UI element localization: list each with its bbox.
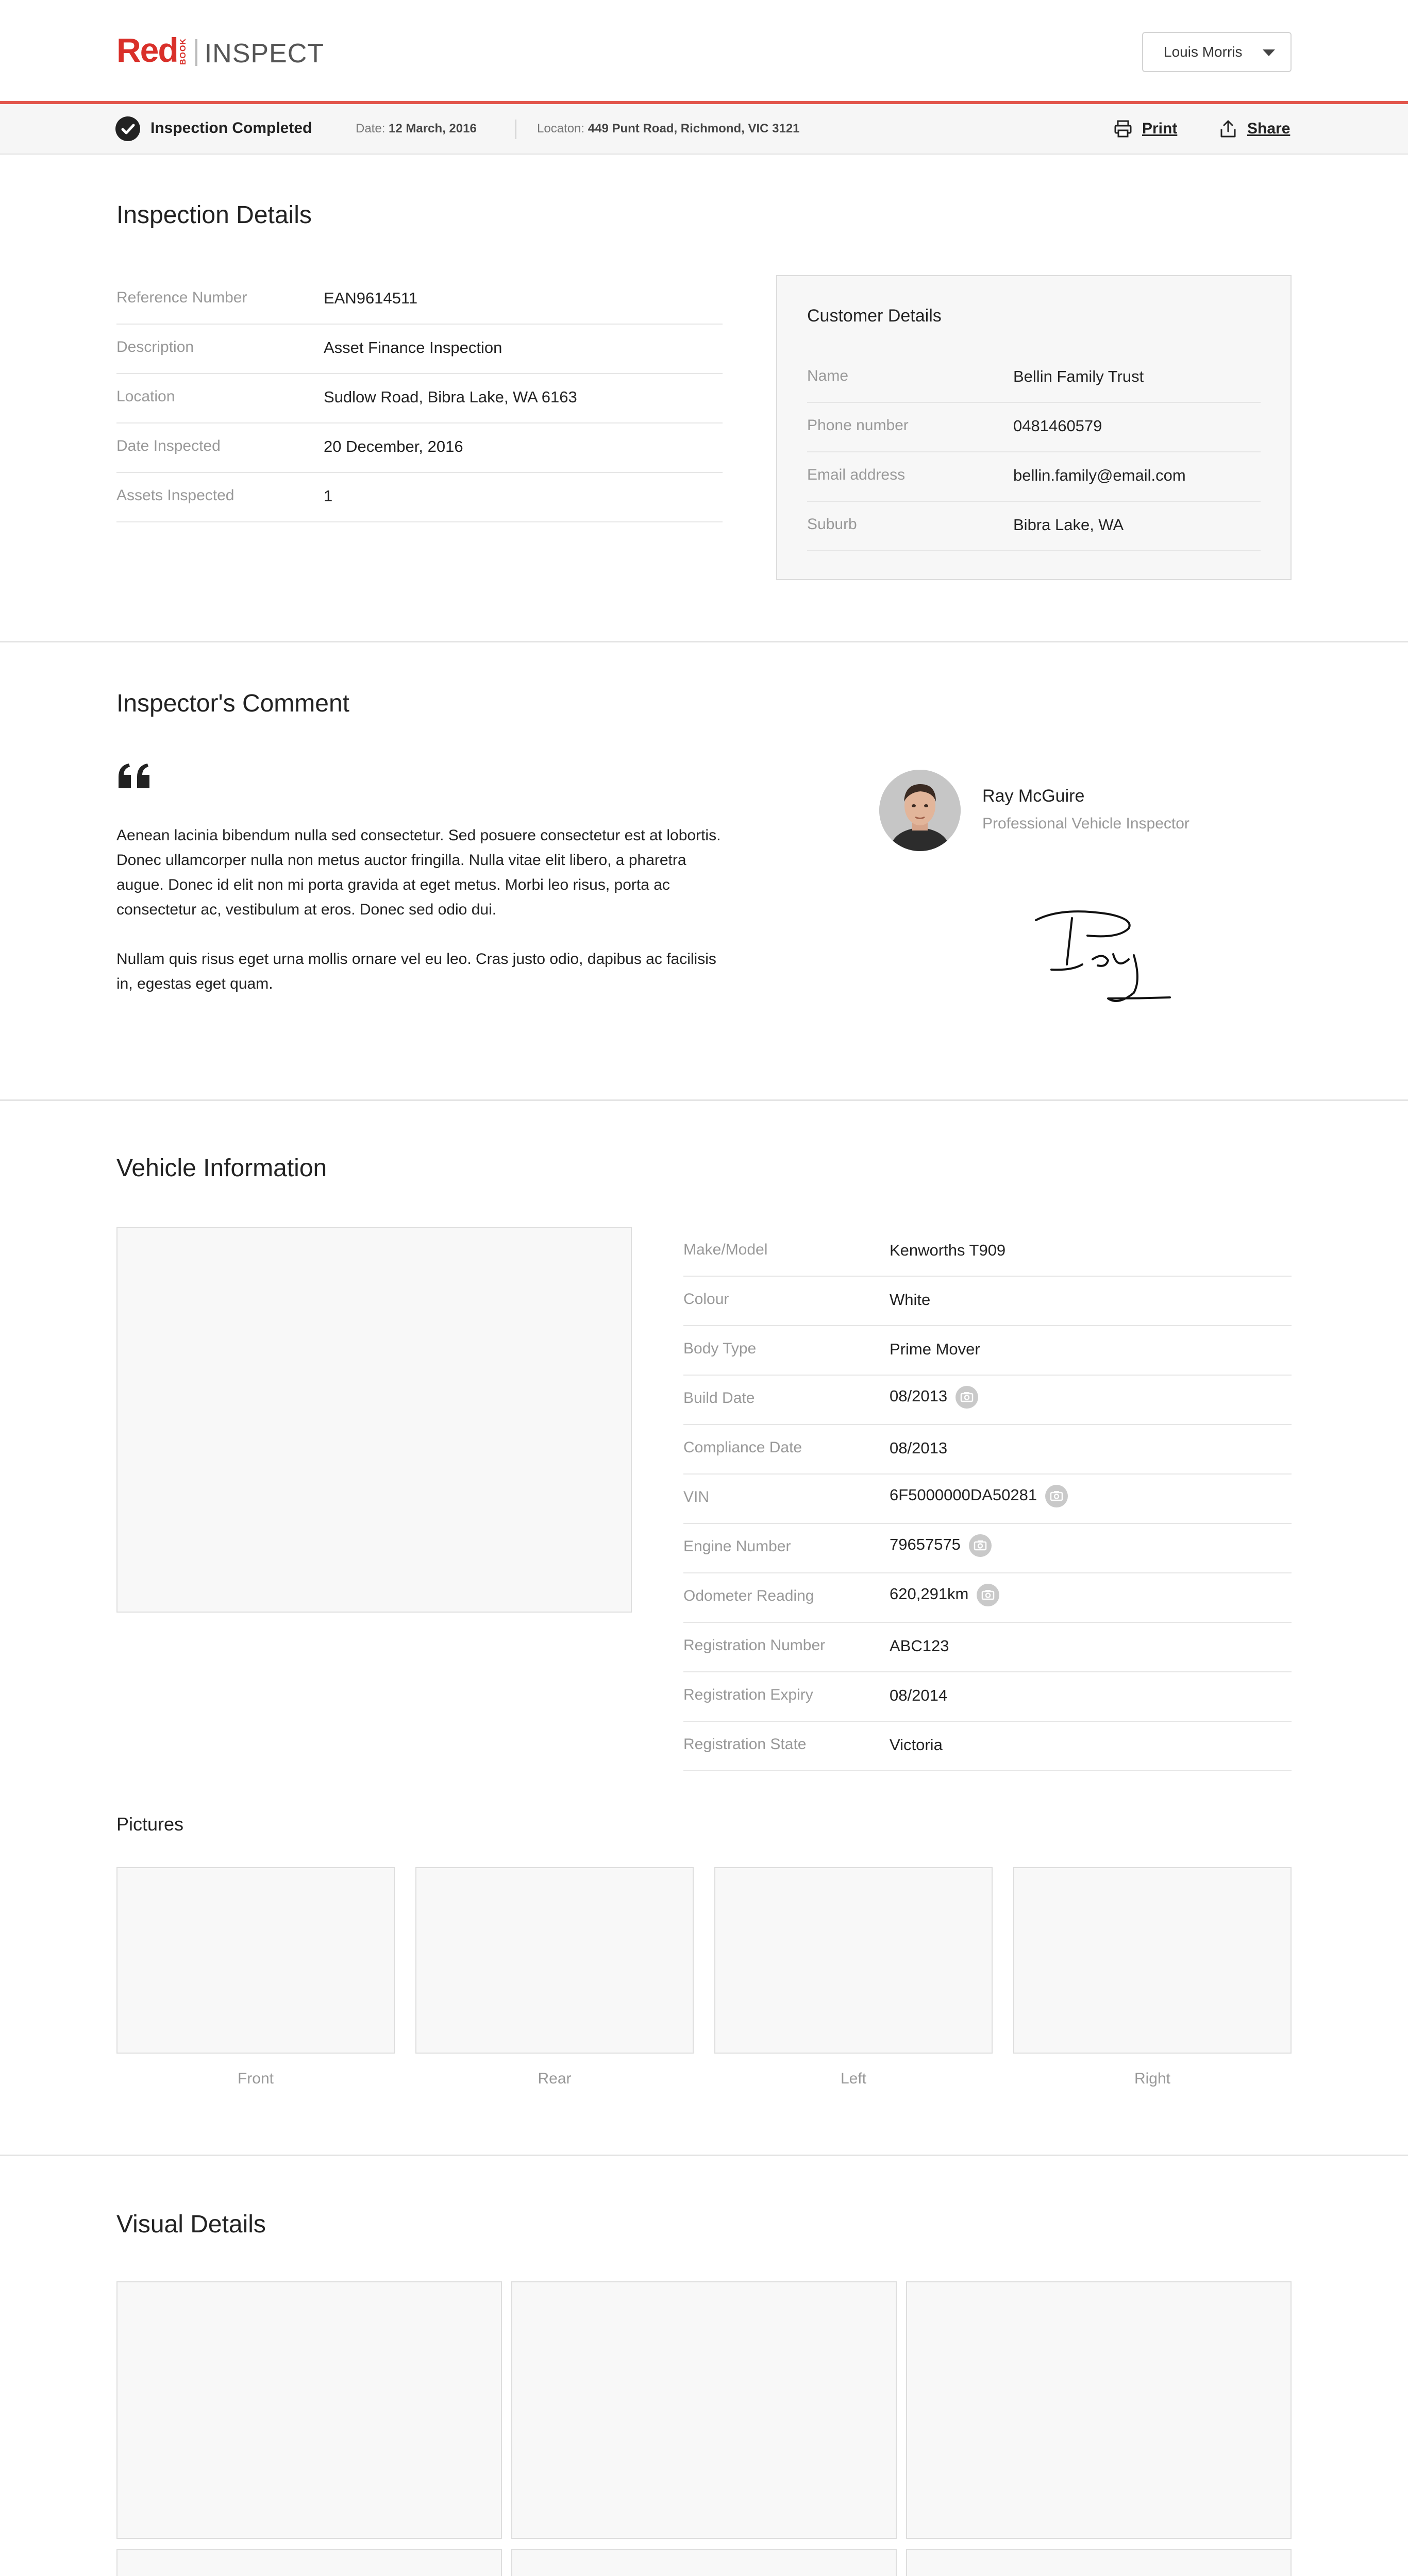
camera-icon[interactable] (1045, 1485, 1068, 1507)
detail-label: Reference Number (116, 289, 247, 306)
vehicle-row (683, 1573, 1292, 1623)
detail-label: Location (116, 388, 175, 405)
customer-value: bellin.family@email.com (1013, 466, 1186, 484)
vehicle-row (683, 1227, 1292, 1277)
vehicle-row (683, 1672, 1292, 1722)
comment-paragraph-2 (116, 947, 766, 996)
picture-left[interactable] (714, 1867, 993, 2054)
picture-label-right: Right (1134, 2070, 1171, 2087)
detail-label: Date Inspected (116, 437, 221, 454)
visual-detail-image[interactable] (511, 2281, 897, 2539)
visual-detail-image[interactable] (116, 2281, 502, 2539)
comment-paragraph-1 (116, 823, 766, 922)
vehicle-value: 79657575 (890, 1535, 961, 1554)
vehicle-value: Victoria (890, 1736, 943, 1754)
picture-right[interactable] (1013, 1867, 1292, 2054)
camera-icon[interactable] (956, 1386, 978, 1409)
visual-detail-image[interactable] (511, 2549, 897, 2576)
section-divider (0, 1099, 1408, 1101)
vehicle-value: 08/2014 (890, 1686, 948, 1704)
picture-rear[interactable] (415, 1867, 694, 2054)
vehicle-value-with-photo (890, 1386, 978, 1409)
detail-label: Assets Inspected (116, 487, 234, 504)
logo-book-text: BOOK (178, 38, 188, 65)
customer-details-title: Customer Details (807, 306, 942, 326)
comment-line: Aenean lacinia bibendum nulla sed consectetur. Sed posuere consectetur est at lobortis. (116, 827, 721, 844)
detail-row (116, 325, 723, 374)
customer-value: Bellin Family Trust (1013, 367, 1144, 385)
visual-detail-image[interactable] (116, 2549, 502, 2576)
vehicle-label: Engine Number (683, 1538, 791, 1555)
camera-icon[interactable] (969, 1534, 992, 1557)
vehicle-label: VIN (683, 1488, 710, 1505)
vehicle-row (683, 1326, 1292, 1376)
vehicle-value-with-photo (890, 1534, 992, 1557)
vehicle-row (683, 1623, 1292, 1672)
detail-value: Asset Finance Inspection (324, 338, 502, 357)
visual-detail-image[interactable] (906, 2549, 1292, 2576)
chevron-down-icon (1263, 49, 1275, 56)
print-button[interactable] (1113, 118, 1177, 139)
customer-row (807, 452, 1261, 502)
camera-icon[interactable] (977, 1584, 999, 1606)
picture-label-front: Front (237, 2070, 274, 2087)
inspector-comment-title: Inspector's Comment (116, 690, 349, 717)
vehicle-row (683, 1475, 1292, 1524)
vehicle-row (683, 1722, 1292, 1771)
inspector-role: Professional Vehicle Inspector (982, 815, 1189, 832)
vehicle-label: Compliance Date (683, 1439, 802, 1456)
customer-label: Suburb (807, 516, 857, 533)
customer-details-card (776, 275, 1292, 580)
vehicle-label: Odometer Reading (683, 1587, 814, 1604)
vehicle-value: ABC123 (890, 1637, 949, 1655)
customer-value: Bibra Lake, WA (1013, 516, 1124, 534)
detail-label: Description (116, 338, 194, 355)
print-label: Print (1142, 120, 1178, 137)
visual-detail-image[interactable] (906, 2281, 1292, 2539)
customer-value: 0481460579 (1013, 417, 1102, 435)
customer-row (807, 403, 1261, 452)
quote-icon (116, 761, 153, 790)
inspector-name: Ray McGuire (982, 786, 1085, 806)
check-circle-icon (115, 116, 140, 141)
comment-line: consectetur ac, vestibulum at eros. Donec sed odio dui. (116, 901, 497, 918)
vehicle-row (683, 1425, 1292, 1475)
location-label: Locaton: (537, 122, 585, 135)
vehicle-label: Body Type (683, 1340, 757, 1357)
vehicle-row (683, 1277, 1292, 1326)
vehicle-value: Prime Mover (890, 1340, 980, 1358)
detail-value: 1 (324, 487, 333, 505)
customer-label: Phone number (807, 417, 909, 434)
vehicle-main-image[interactable] (116, 1227, 632, 1613)
customer-row (807, 353, 1261, 403)
picture-label-left: Left (840, 2070, 867, 2087)
detail-row (116, 374, 723, 423)
detail-value: 20 December, 2016 (324, 437, 463, 455)
comment-line: Donec ullamcorper nulla non metus auctor fringilla. Nulla vitae elit libero, a pharetra (116, 852, 686, 869)
vehicle-row (683, 1524, 1292, 1573)
section-divider (0, 641, 1408, 642)
user-name: Louis Morris (1164, 44, 1243, 60)
detail-row (116, 423, 723, 473)
redbook-inspect-logo[interactable] (116, 33, 324, 67)
vehicle-value: White (890, 1291, 931, 1309)
inspection-location (537, 122, 800, 136)
vehicle-value: Kenworths T909 (890, 1241, 1006, 1259)
top-header (0, 0, 1408, 104)
section-divider (0, 2155, 1408, 2156)
share-label: Share (1247, 120, 1290, 137)
detail-value: EAN9614511 (324, 289, 418, 307)
comment-line: Nullam quis risus eget urna mollis ornare vel eu leo. Cras justo odio, dapibus ac facilisis (116, 951, 716, 968)
detail-value: Sudlow Road, Bibra Lake, WA 6163 (324, 388, 577, 406)
vehicle-value: 6F5000000DA50281 (890, 1486, 1037, 1504)
picture-front[interactable] (116, 1867, 395, 2054)
share-icon (1218, 119, 1238, 139)
vehicle-label: Colour (683, 1291, 729, 1308)
meta-divider (515, 120, 516, 139)
pictures-title: Pictures (116, 1814, 184, 1835)
comment-line: augue. Donec id elit non mi porta gravida at eget metus. Morbi leo risus, porta ac (116, 876, 670, 893)
logo-divider (195, 39, 197, 66)
vehicle-label: Registration Number (683, 1637, 826, 1654)
customer-label: Email address (807, 466, 906, 483)
printer-icon (1113, 119, 1133, 139)
detail-row (116, 275, 723, 325)
inspector-signature (1031, 903, 1185, 1006)
vehicle-value: 08/2013 (890, 1387, 948, 1405)
inspection-date (356, 122, 477, 136)
vehicle-label: Registration Expiry (683, 1686, 813, 1703)
detail-row (116, 473, 723, 522)
user-menu-button[interactable] (1142, 32, 1292, 72)
vehicle-row (683, 1376, 1292, 1425)
vehicle-label: Build Date (683, 1389, 755, 1406)
vehicle-information-title: Vehicle Information (116, 1155, 327, 1182)
picture-label-rear: Rear (538, 2070, 572, 2087)
vehicle-value-with-photo (890, 1485, 1068, 1507)
vehicle-value: 08/2013 (890, 1439, 948, 1457)
inspection-status-bar (0, 104, 1408, 155)
logo-red-text: Red (116, 31, 178, 69)
customer-row (807, 502, 1261, 551)
vehicle-value-with-photo (890, 1584, 999, 1606)
visual-details-title: Visual Details (116, 2211, 266, 2238)
location-value: 449 Punt Road, Richmond, VIC 3121 (588, 122, 800, 135)
vehicle-label: Make/Model (683, 1241, 768, 1258)
inspector-avatar (879, 770, 961, 851)
share-button[interactable] (1218, 118, 1290, 139)
status-label: Inspection Completed (150, 120, 312, 137)
date-value: 12 March, 2016 (389, 122, 477, 135)
logo-inspect-text: INSPECT (204, 39, 325, 69)
comment-line: in, egestas eget quam. (116, 975, 273, 992)
customer-label: Name (807, 367, 849, 384)
vehicle-label: Registration State (683, 1736, 807, 1753)
inspection-details-title: Inspection Details (116, 201, 312, 229)
date-label: Date: (356, 122, 385, 135)
vehicle-value: 620,291km (890, 1585, 969, 1603)
